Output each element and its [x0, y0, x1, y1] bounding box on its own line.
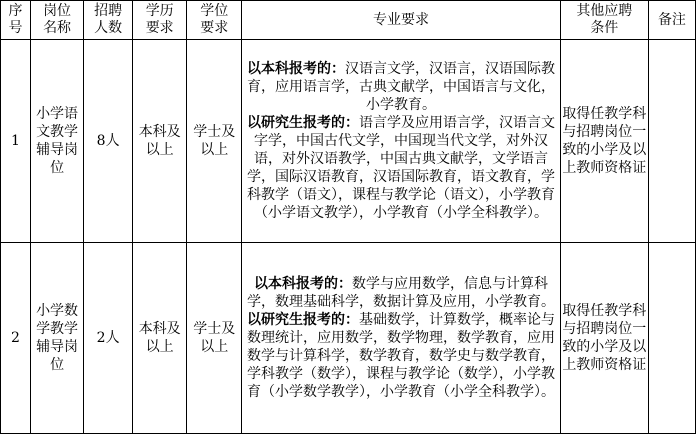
header-major: 专业要求 [242, 1, 560, 40]
grad-majors: 基础数学，计算数学，概率论与数理统计，应用数学，数学物理，数学教育，应用数学与计算科学，数学教育，数学史与数学教育，学科教学（数学），课程与教学论（数学），小学教育（小学数学教学），小学教育（小学全科教学）。 [247, 312, 556, 400]
header-education: 学历要求 [133, 1, 187, 40]
post-name: 小学数学教学辅导岗位 [31, 243, 84, 434]
header-row [1, 1, 696, 40]
post-name: 小学语文教学辅导岗位 [31, 40, 84, 243]
major-requirement [242, 243, 560, 434]
note-cell [648, 243, 695, 434]
table-row [1, 243, 696, 434]
grad-requirement [242, 311, 559, 401]
undergrad-label: 以本科报考的： [247, 61, 346, 77]
other-conditions: 取得任教学科与招聘岗位一致的小学及以上教师资格证 [560, 40, 648, 243]
row-number: 2 [1, 243, 31, 434]
education-requirement: 本科及以上 [133, 243, 187, 434]
grad-label: 以研究生报考的： [247, 312, 360, 328]
undergrad-requirement [242, 60, 559, 114]
degree-requirement: 学士及以上 [187, 243, 242, 434]
education-requirement: 本科及以上 [133, 40, 187, 243]
degree-requirement: 学士及以上 [187, 40, 242, 243]
undergrad-majors: 数学与应用数学，信息与计算科学，数理基础科学，数据计算及应用，小学教育。 [247, 276, 556, 310]
undergrad-requirement [242, 275, 559, 311]
recruit-count: 2人 [84, 243, 133, 434]
header-other: 其他应聘条件 [560, 1, 648, 40]
header-count: 招聘人数 [84, 1, 133, 40]
grad-majors: 语言学及应用语言学，汉语言文字学，中国古代文学，中国现当代文学，对外汉语，对外汉语教学，中国古典文献学，文学语言学，国际汉语教育，汉语国际教育，语文教育，学科教学（语文），课程与教学论（语文），小学教育（小学语文教学），小学教育（小学全科教学）。 [247, 115, 556, 221]
grad-label: 以研究生报考的： [247, 115, 360, 131]
table-row [1, 40, 696, 243]
recruit-count: 8人 [84, 40, 133, 243]
header-no: 序号 [1, 1, 31, 40]
row-number: 1 [1, 40, 31, 243]
other-conditions: 取得任教学科与招聘岗位一致的小学及以上教师资格证 [560, 243, 648, 434]
undergrad-majors: 汉语言文学，汉语言，汉语国际教育，应用语言学，古典文献学，中国语言与文化，小学教育。 [247, 61, 556, 113]
note-cell [648, 40, 695, 243]
major-requirement [242, 40, 560, 243]
header-post: 岗位名称 [31, 1, 84, 40]
header-degree: 学位要求 [187, 1, 242, 40]
header-note: 备注 [648, 1, 695, 40]
undergrad-label: 以本科报考的： [254, 276, 353, 292]
grad-requirement [242, 114, 559, 222]
